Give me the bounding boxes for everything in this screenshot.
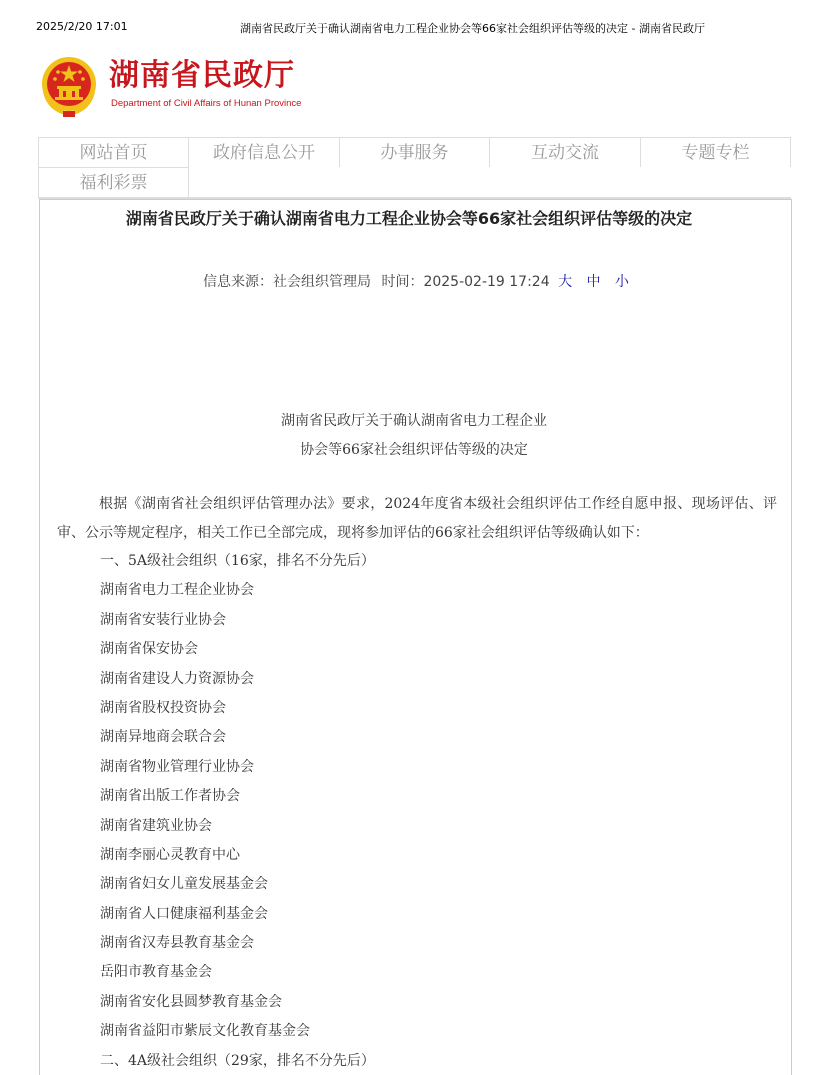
- source-label: 信息来源：: [203, 274, 273, 290]
- source-value: 社会组织管理局: [273, 274, 371, 290]
- intro-paragraph: 根据《湖南省社会组织评估管理办法》要求，2024年度省本级社会组织评估工作经自愿申报、现场评估、评审、公示等规定程序，相关工作已全部完成，现将参加评估的66家社会组织评估等级确认如下：: [57, 496, 777, 541]
- section-heading-4a: 二、4A级社会组织（29家，排名不分先后）: [100, 1052, 375, 1069]
- list-item: 湖南省建设人力资源协会: [100, 670, 254, 687]
- list-item: 湖南省安化县圆梦教育基金会: [100, 993, 282, 1010]
- nav-item-interaction[interactable]: 互动交流: [490, 137, 641, 167]
- list-item: 湖南省人口健康福利基金会: [100, 905, 268, 922]
- nav-item-gov-info[interactable]: 政府信息公开: [189, 137, 340, 167]
- font-size-large-button[interactable]: 大: [558, 274, 573, 290]
- font-size-small-button[interactable]: 小: [614, 274, 629, 290]
- article-title: 湖南省民政厅关于确认湖南省电力工程企业协会等66家社会组织评估等级的决定: [125, 209, 693, 228]
- list-item: 湖南省物业管理行业协会: [100, 758, 254, 775]
- nav-item-topics[interactable]: 专题专栏: [641, 137, 791, 167]
- time-label: 时间：: [381, 274, 424, 290]
- list-item: 湖南省建筑业协会: [100, 817, 212, 834]
- section-heading-5a: 一、5A级社会组织（16家，排名不分先后）: [100, 553, 375, 569]
- font-size-medium-button[interactable]: 中: [586, 274, 601, 290]
- list-item: 岳阳市教育基金会: [100, 964, 212, 981]
- nav-item-welfare-lottery[interactable]: 福利彩票: [38, 167, 189, 197]
- print-date: 2025/2/20 17:01: [36, 20, 128, 33]
- list-item: 湖南省益阳市紫辰文化教育基金会: [100, 1023, 310, 1040]
- article-meta: [203, 271, 629, 291]
- list-item: 湖南省电力工程企业协会: [100, 582, 254, 599]
- main-nav: [38, 137, 791, 199]
- list-item: 湖南异地商会联合会: [100, 729, 226, 746]
- list-item: 湖南省保安协会: [100, 641, 198, 658]
- national-emblem-icon[interactable]: [37, 54, 101, 118]
- print-header: [36, 20, 796, 36]
- nav-item-home[interactable]: 网站首页: [38, 137, 189, 167]
- time-value: 2025-02-19 17:24: [423, 274, 550, 290]
- doc-title-line-1: 湖南省民政厅关于确认湖南省电力工程企业: [281, 413, 547, 429]
- organization-list: [100, 547, 780, 1075]
- list-item: 湖南省股权投资协会: [100, 699, 226, 716]
- print-page-title: 湖南省民政厅关于确认湖南省电力工程企业协会等66家社会组织评估等级的决定 - 湖南省民政厅: [240, 22, 705, 35]
- list-item: 湖南李丽心灵教育中心: [100, 846, 240, 863]
- site-subtitle: Department of Civil Affairs of Hunan Province: [111, 98, 302, 109]
- site-title[interactable]: 湖南省民政厅: [109, 58, 295, 93]
- nav-item-services[interactable]: 办事服务: [340, 137, 490, 167]
- list-item: 湖南省安装行业协会: [100, 611, 226, 628]
- list-item: 湖南省汉寿县教育基金会: [100, 935, 254, 952]
- doc-title-line-2: 协会等66家社会组织评估等级的决定: [300, 442, 528, 458]
- list-item: 湖南省出版工作者协会: [100, 788, 240, 805]
- list-item: 湖南省妇女儿童发展基金会: [100, 876, 268, 893]
